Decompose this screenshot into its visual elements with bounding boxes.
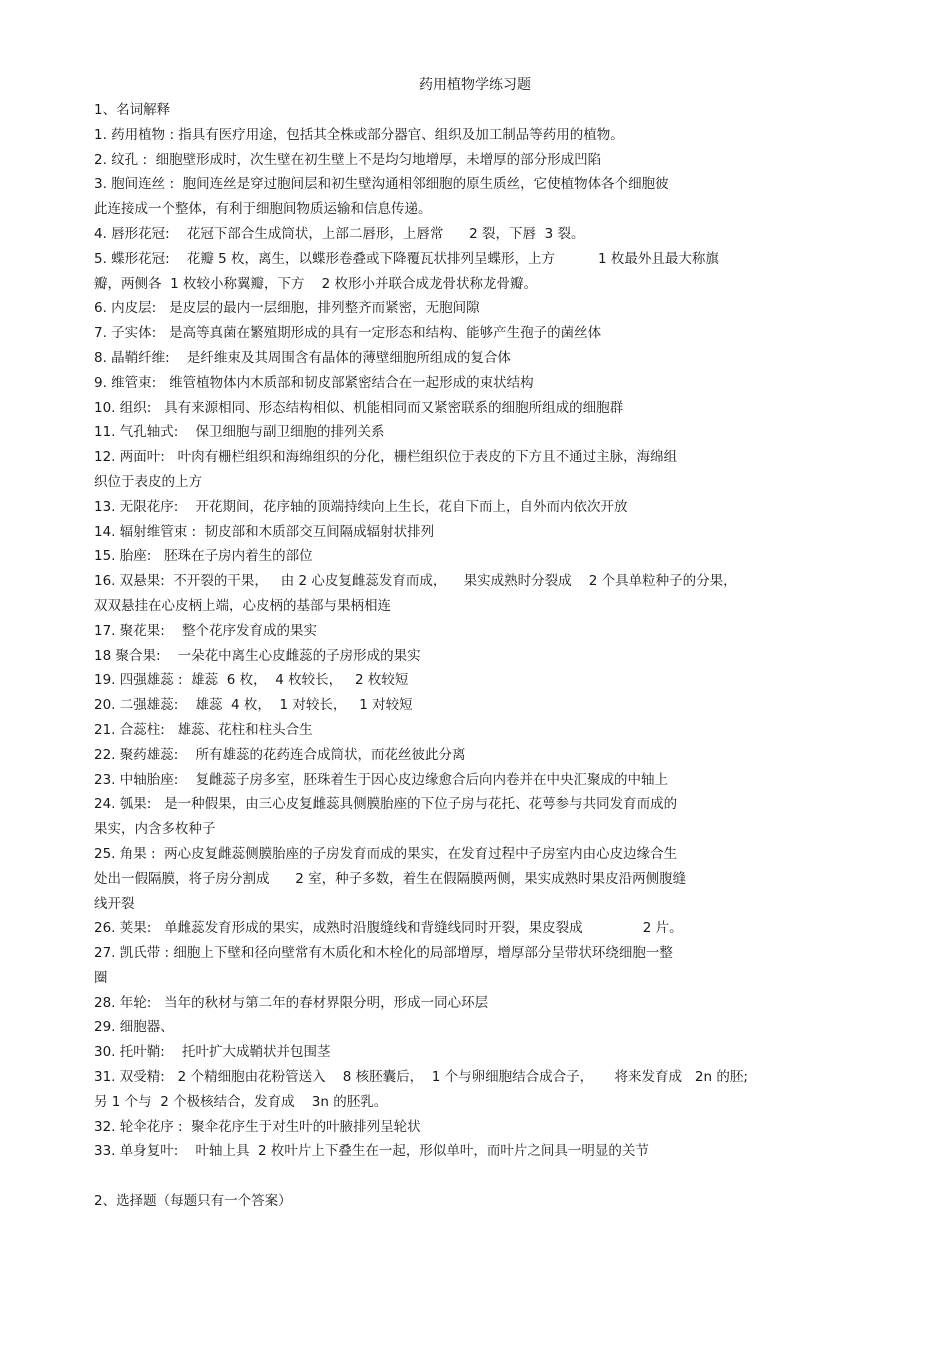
definition-line: 5. 蝶形花冠: 花瓣 5 枚，离生，以蝶形卷叠或下降覆瓦状排列呈蝶形，上方 1 枚最外且最大称旗 bbox=[94, 250, 719, 267]
definition-line: 织位于表皮的上方 bbox=[94, 473, 202, 490]
definition-line: 1. 药用植物 : 指具有医疗用途，包括其全株或部分器官、组织及加工制品等药用的植物。 bbox=[94, 126, 624, 143]
definition-line: 9. 维管束: 维管植物体内木质部和韧皮部紧密结合在一起形成的束状结构 bbox=[94, 374, 534, 391]
definition-line: 22. 聚药雄蕊: 所有雄蕊的花药连合成筒状，而花丝彼此分离 bbox=[94, 746, 466, 763]
definition-line: 26. 荚果: 单雌蕊发育形成的果实，成熟时沿腹缝线和背缝线同时开裂，果皮裂成 2 片。 bbox=[94, 920, 683, 937]
definition-line: 25. 角果 : 两心皮复雌蕊侧膜胎座的子房发育而成的果实，在发育过程中子房室内由心皮边缘合生 bbox=[94, 845, 678, 862]
definition-line: 15. 胎座: 胚珠在子房内着生的部位 bbox=[94, 548, 313, 565]
definition-line: 8. 晶鞘纤维: 是纤维束及其周围含有晶体的薄壁细胞所组成的复合体 bbox=[94, 349, 511, 366]
definition-line: 24. 瓠果: 是一种假果，由三心皮复雌蕊具侧膜胎座的下位子房与花托、花萼参与共同发育而成的 bbox=[94, 796, 678, 813]
definition-line: 7. 子实体: 是高等真菌在繁殖期形成的具有一定形态和结构、能够产生孢子的菌丝体 bbox=[94, 325, 602, 342]
definition-line: 13. 无限花序: 开花期间，花序轴的顶端持续向上生长，花自下而上，自外而内依次开放 bbox=[94, 498, 628, 515]
document-content bbox=[94, 98, 814, 1214]
definition-line: 双双悬挂在心皮柄上端，心皮柄的基部与果柄相连 bbox=[94, 597, 391, 614]
definition-line: 11. 气孔轴式: 保卫细胞与副卫细胞的排列关系 bbox=[94, 424, 385, 441]
definition-line: 31. 双受精: 2 个精细胞由花粉管送入 8 核胚囊后， 1 个与卵细胞结合成合子， 将来发育成 2n 的胚; bbox=[94, 1069, 748, 1086]
definition-line: 18 聚合果: 一朵花中离生心皮雌蕊的子房形成的果实 bbox=[94, 647, 421, 664]
definition-line: 19. 四强雄蕊 : 雄蕊 6 枚， 4 枚较长， 2 枚较短 bbox=[94, 672, 409, 689]
definition-line: 10. 组织: 具有来源相同、形态结构相似、机能相同而又紧密联系的细胞所组成的细胞群 bbox=[94, 399, 624, 416]
document-title: 药用植物学练习题 bbox=[419, 77, 531, 93]
definition-line: 果实，内含多枚种子 bbox=[94, 821, 216, 838]
definition-line: 3. 胞间连丝 : 胞间连丝是穿过胞间层和初生壁沟通相邻细胞的原生质丝，它使植物体各个细胞彼 bbox=[94, 176, 669, 193]
section-heading: 1、名词解释 bbox=[94, 102, 171, 118]
definition-line: 4. 唇形花冠: 花冠下部合生成筒状，上部二唇形，上唇常 2 裂，下唇 3 裂。 bbox=[94, 225, 585, 242]
definition-line: 16. 双悬果: 不开裂的干果， 由 2 心皮复雌蕊发育而成， 果实成熟时分裂成 2 个具单粒种子的分果， bbox=[94, 573, 737, 590]
definition-line: 12. 两面叶: 叶肉有栅栏组织和海绵组织的分化，栅栏组织位于表皮的下方且不通过主脉，海绵组 bbox=[94, 449, 678, 466]
definition-line: 圈 bbox=[94, 969, 108, 986]
definition-line: 17. 聚花果: 整个花序发育成的果实 bbox=[94, 622, 317, 639]
definition-line: 另 1 个与 2 个极核结合，发育成 3n 的胚乳。 bbox=[94, 1093, 388, 1110]
definition-line: 23. 中轴胎座: 复雌蕊子房多室，胚珠着生于因心皮边缘愈合后向内卷并在中央汇聚成的中轴上 bbox=[94, 771, 668, 788]
definition-line: 此连接成一个整体，有利于细胞间物质运输和信息传递。 bbox=[94, 201, 432, 218]
definition-line: 瓣，两侧各 1 枚较小称翼瓣，下方 2 枚形小并联合成龙骨状称龙骨瓣。 bbox=[94, 275, 538, 292]
definition-line: 32. 轮伞花序 : 聚伞花序生于对生叶的叶腋排列呈轮状 bbox=[94, 1118, 421, 1135]
section-spacer bbox=[94, 1164, 814, 1189]
definition-line: 33. 单身复叶: 叶轴上具 2 枚叶片上下叠生在一起，形似单叶，而叶片之间具一明显的关节 bbox=[94, 1143, 649, 1160]
definition-line: 处出一假隔膜，将子房分割成 2 室，种子多数，着生在假隔膜两侧，果实成熟时果皮沿两侧腹缝 bbox=[94, 870, 687, 887]
definition-line: 27. 凯氏带 : 细胞上下壁和径向壁常有木质化和木栓化的局部增厚，增厚部分呈带状环绕细胞一整 bbox=[94, 945, 673, 962]
definition-line: 28. 年轮: 当年的秋材与第二年的春材界限分明，形成一同心环层 bbox=[94, 994, 489, 1011]
definition-line: 20. 二强雄蕊: 雄蕊 4 枚， 1 对较长， 1 对较短 bbox=[94, 697, 413, 714]
definition-line: 线开裂 bbox=[94, 895, 135, 912]
definition-line: 30. 托叶鞘: 托叶扩大成鞘状并包围茎 bbox=[94, 1044, 331, 1061]
definition-line: 21. 合蕊柱: 雄蕊、花柱和柱头合生 bbox=[94, 721, 313, 738]
definition-line: 6. 内皮层: 是皮层的最内一层细胞，排列整齐而紧密，无胞间隙 bbox=[94, 300, 480, 317]
definition-line: 29. 细胞器、 bbox=[94, 1019, 174, 1036]
section-heading: 2、选择题（每题只有一个答案） bbox=[94, 1193, 292, 1210]
definition-line: 2. 纹孔 : 细胞壁形成时，次生壁在初生壁上不是均匀地增厚，未增厚的部分形成凹陷 bbox=[94, 151, 602, 168]
definition-line: 14. 辐射维管束 : 韧皮部和木质部交互间隔成辐射状排列 bbox=[94, 523, 435, 540]
